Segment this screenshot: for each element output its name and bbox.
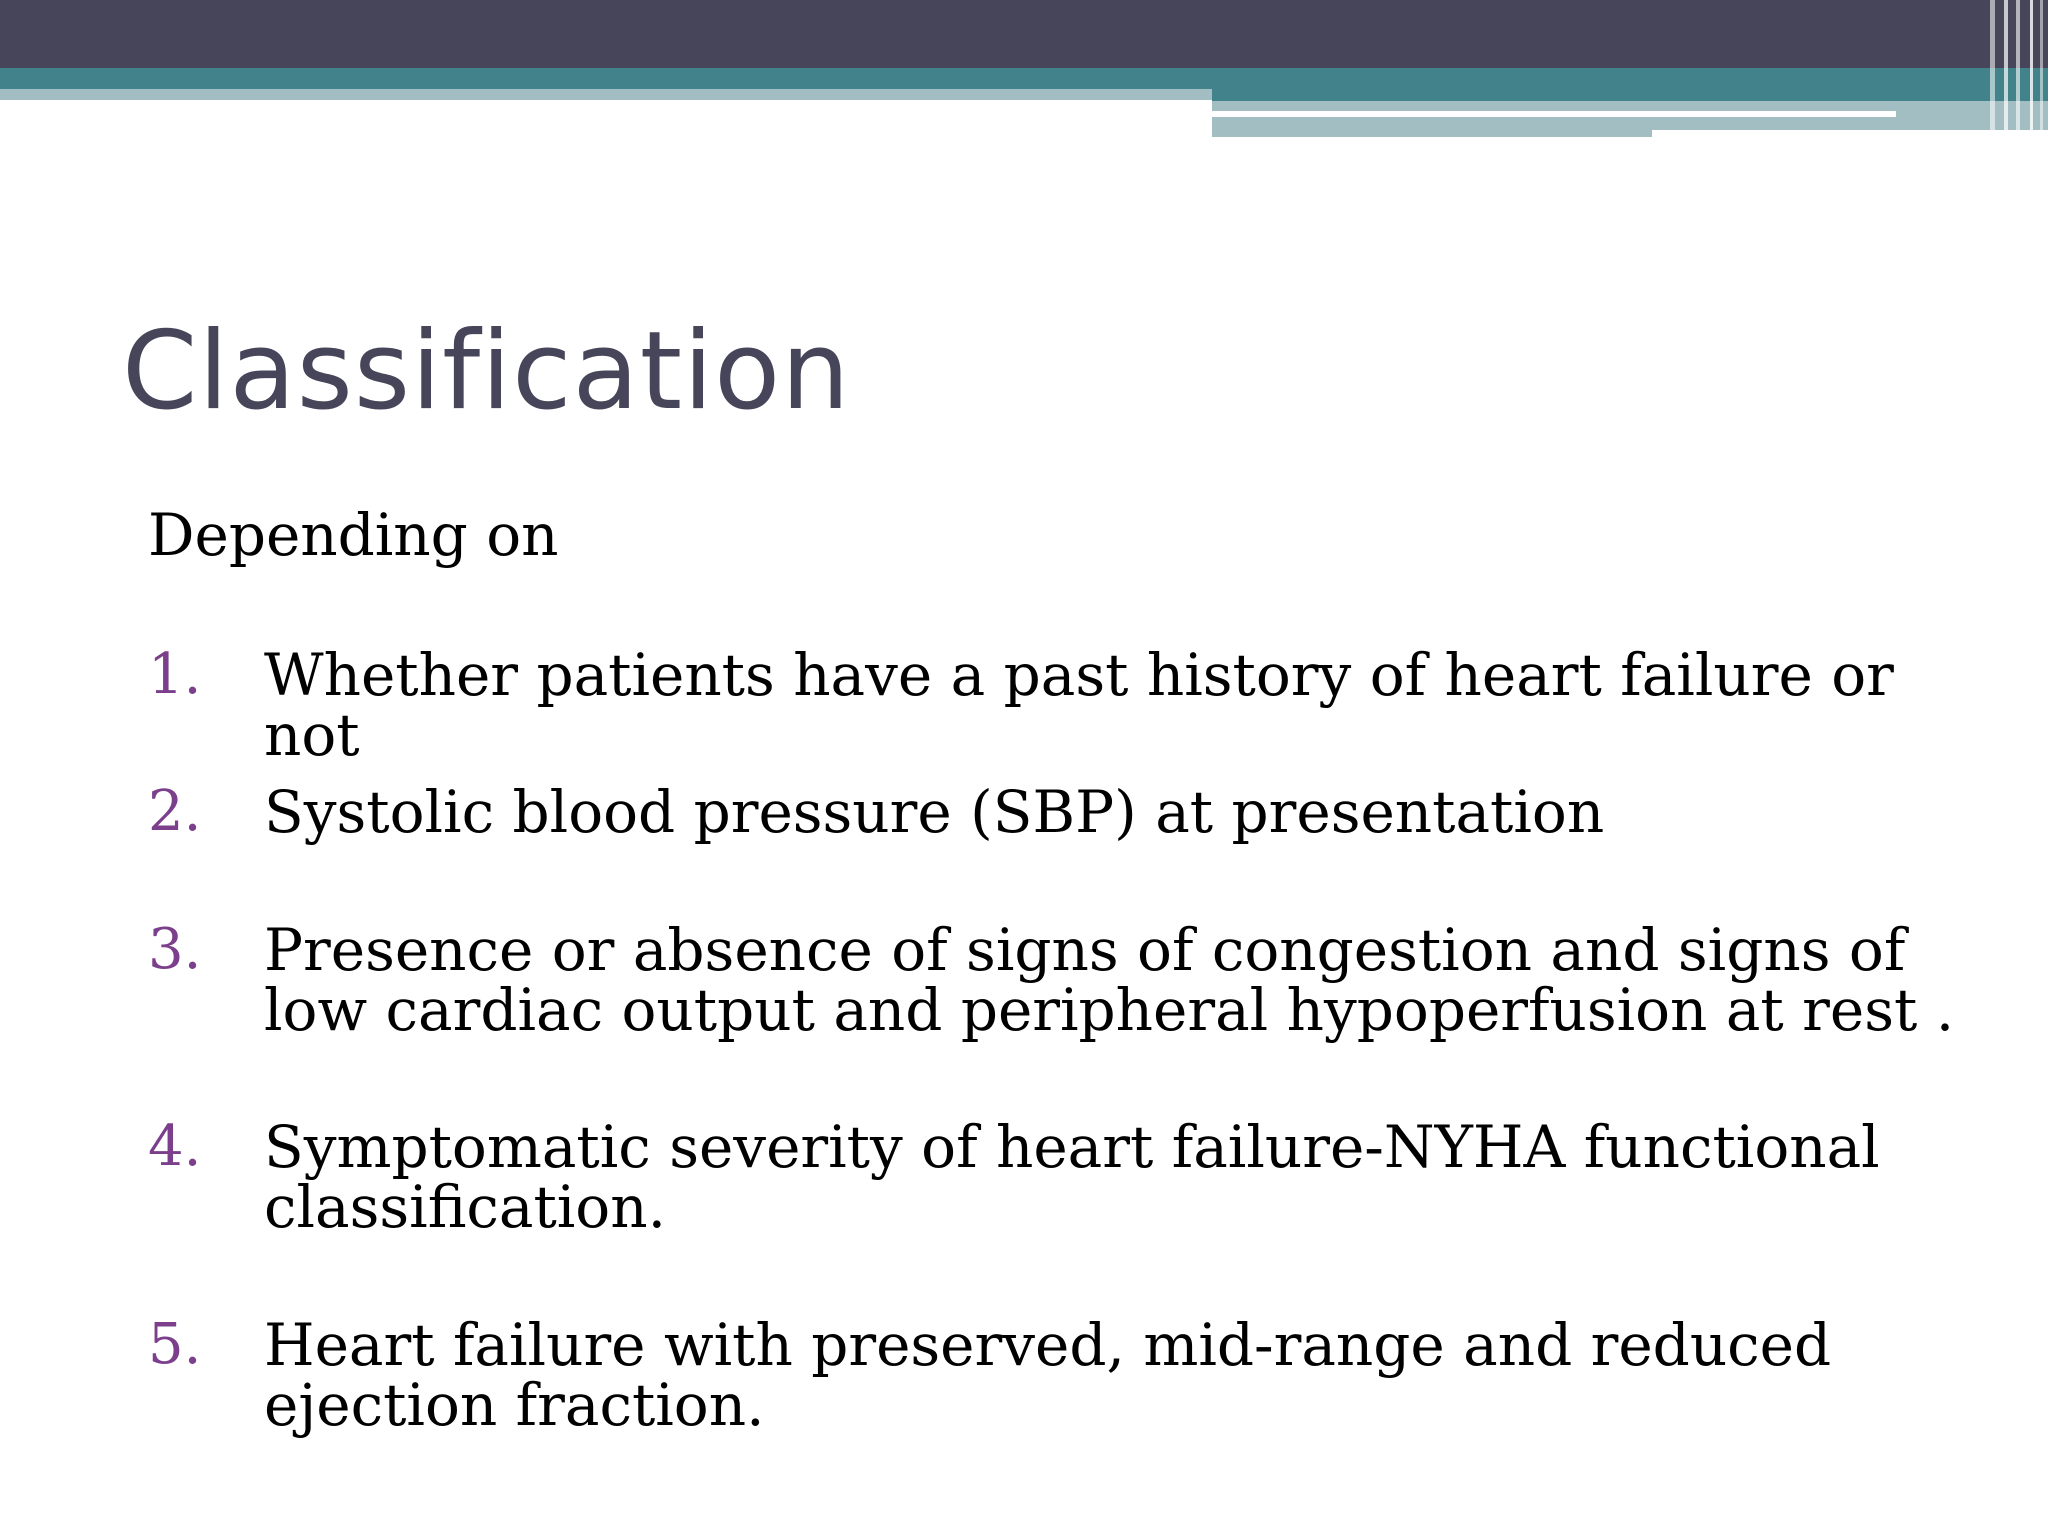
list-item-text: Whether patients have a past history of heart failure or not — [264, 641, 1894, 769]
intro-text: Depending on — [148, 501, 559, 569]
list-item-text: Presence or absence of signs of congestion and signs of low cardiac output and peripheral hypoperfusion at rest . — [264, 916, 1955, 1044]
header-stripe — [2030, 0, 2033, 140]
slide-title: Classification — [122, 309, 851, 434]
list-item-number: 4. — [148, 1114, 202, 1179]
list-item-text: Symptomatic severity of heart failure-NYHA functional classification. — [264, 1113, 1880, 1241]
header-white-gap — [1652, 130, 2048, 140]
header-dark-bar — [0, 0, 2048, 68]
list-item-number: 1. — [148, 642, 202, 707]
list-item-number: 5. — [148, 1312, 202, 1377]
header-white-line — [1212, 111, 1896, 117]
list-item-text: Systolic blood pressure (SBP) at presentation — [264, 778, 1605, 846]
header-teal-bar-right — [1212, 89, 2048, 101]
header-stripe — [2040, 0, 2043, 140]
header-teal-bar — [0, 68, 2048, 89]
header-light-bar-left — [0, 89, 1212, 100]
header-stripe — [2004, 0, 2008, 140]
header-stripe — [2016, 0, 2020, 140]
list-item-text: Heart failure with preserved, mid-range and reduced ejection fraction. — [264, 1311, 1832, 1439]
header-stripe — [1990, 0, 1995, 140]
list-item-number: 2. — [148, 779, 202, 844]
list-item-number: 3. — [148, 917, 202, 982]
